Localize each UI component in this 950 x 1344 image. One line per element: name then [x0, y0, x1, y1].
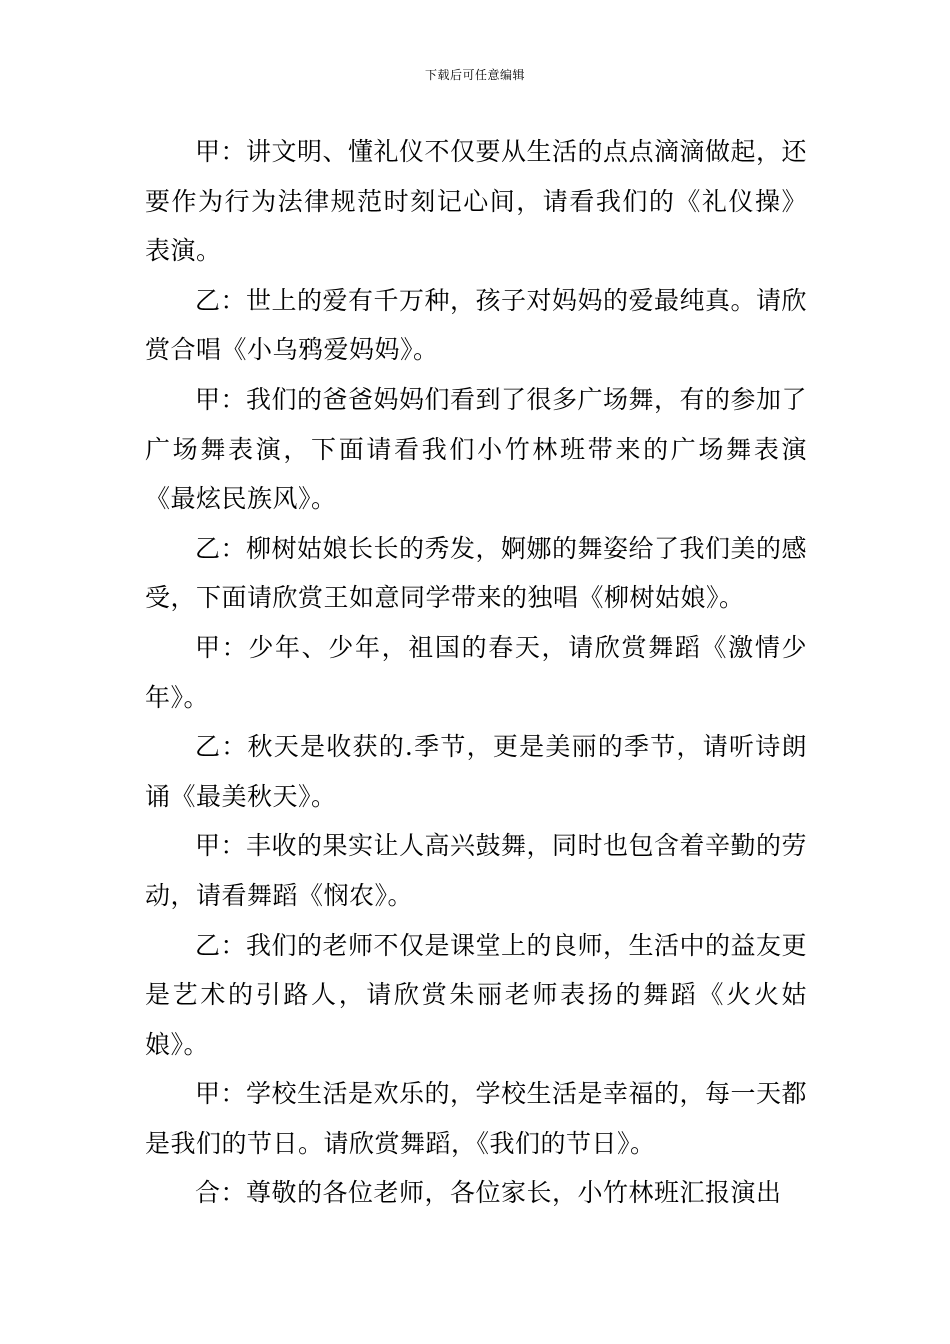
paragraph: 乙：世上的爱有千万种，孩子对妈妈的爱最纯真。请欣赏合唱《小乌鸦爱妈妈》。 [145, 285, 808, 365]
document-body [145, 127, 807, 1218]
paragraph: 合：尊敬的各位老师，各位家长，小竹林班汇报演出 [195, 1178, 782, 1208]
paragraph: 甲：我们的爸爸妈妈们看到了很多广场舞，有的参加了广场舞表演，下面请看我们小竹林班带来的广场舞表演《最炫民族风》。 [145, 384, 808, 514]
header-note: 下载后可任意编辑 [424, 68, 525, 82]
paragraph: 乙：我们的老师不仅是课堂上的良师，生活中的益友更是艺术的引路人，请欣赏朱丽老师表扬的舞蹈《火火姑娘》。 [145, 930, 808, 1059]
paragraph: 甲：丰收的果实让人高兴鼓舞，同时也包含着辛勤的劳动，请看舞蹈《悯农》。 [145, 831, 808, 910]
paragraph: 甲：学校生活是欢乐的，学校生活是幸福的，每一天都是我们的节日。请欣赏舞蹈，《我们的节日》。 [145, 1079, 808, 1158]
paragraph: 甲：少年、少年，祖国的春天，请欣赏舞蹈《激情少年》。 [145, 632, 807, 712]
paragraph: 乙：柳树姑娘长长的秀发，婀娜的舞姿给了我们美的感受，下面请欣赏王如意同学带来的独唱《柳树姑娘》。 [145, 533, 808, 613]
paragraph: 甲：讲文明、懂礼仪不仅要从生活的点点滴滴做起，还要作为行为法律规范时刻记心间，请看我们的《礼仪操》表演。 [145, 137, 808, 266]
paragraph: 乙：秋天是收获的.季节，更是美丽的季节，请听诗朗诵《最美秋天》。 [145, 732, 807, 811]
